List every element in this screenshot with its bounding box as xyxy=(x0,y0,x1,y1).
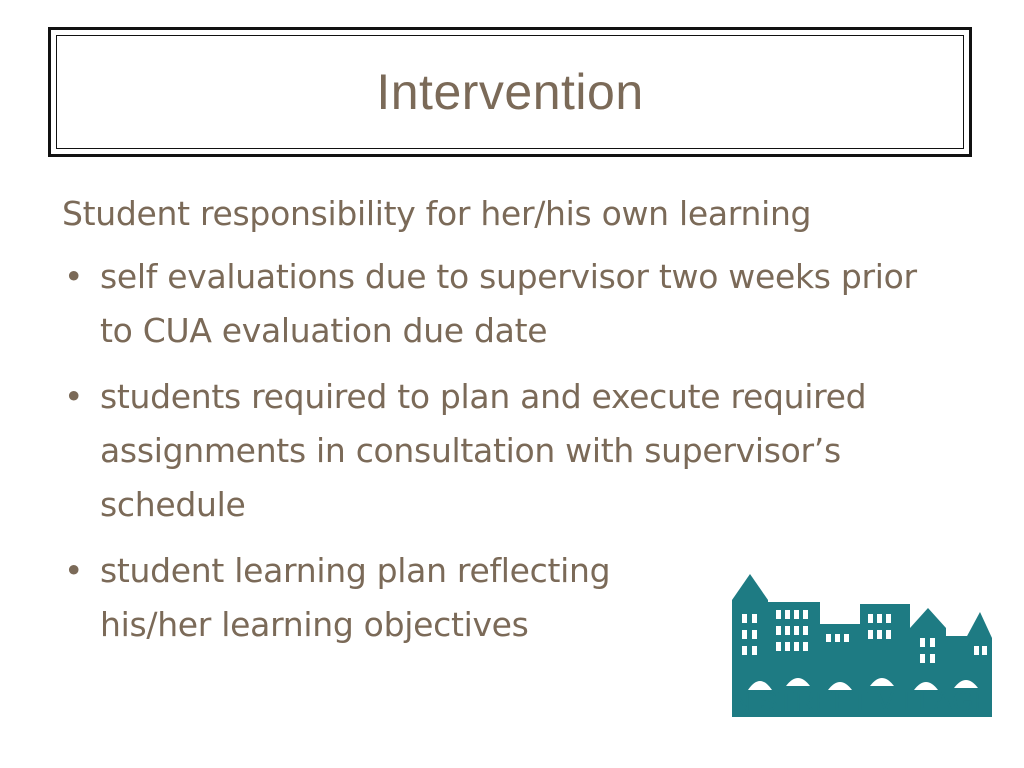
bullet-item xyxy=(62,544,720,652)
title-frame xyxy=(48,27,972,157)
bullet-text: students required to plan and execute required assignments in consultation with supervisor’s schedule xyxy=(100,377,867,524)
bullet-marker: • xyxy=(64,377,84,416)
bullet-marker: • xyxy=(64,551,84,590)
title-frame-inner xyxy=(56,35,964,149)
bullet-text: self evaluations due to supervisor two weeks prior to CUA evaluation due date xyxy=(100,257,917,350)
slide-title: Intervention xyxy=(376,64,644,120)
bullet-marker: • xyxy=(64,257,84,296)
logo-wordmark: N STREET VILLAGE xyxy=(731,686,993,716)
bullet-text: student learning plan reflecting his/her learning objectives xyxy=(100,551,611,644)
bullet-item xyxy=(62,250,952,358)
bullet-item xyxy=(62,370,952,532)
lead-text: Student responsibility for her/his own learning xyxy=(62,194,812,233)
